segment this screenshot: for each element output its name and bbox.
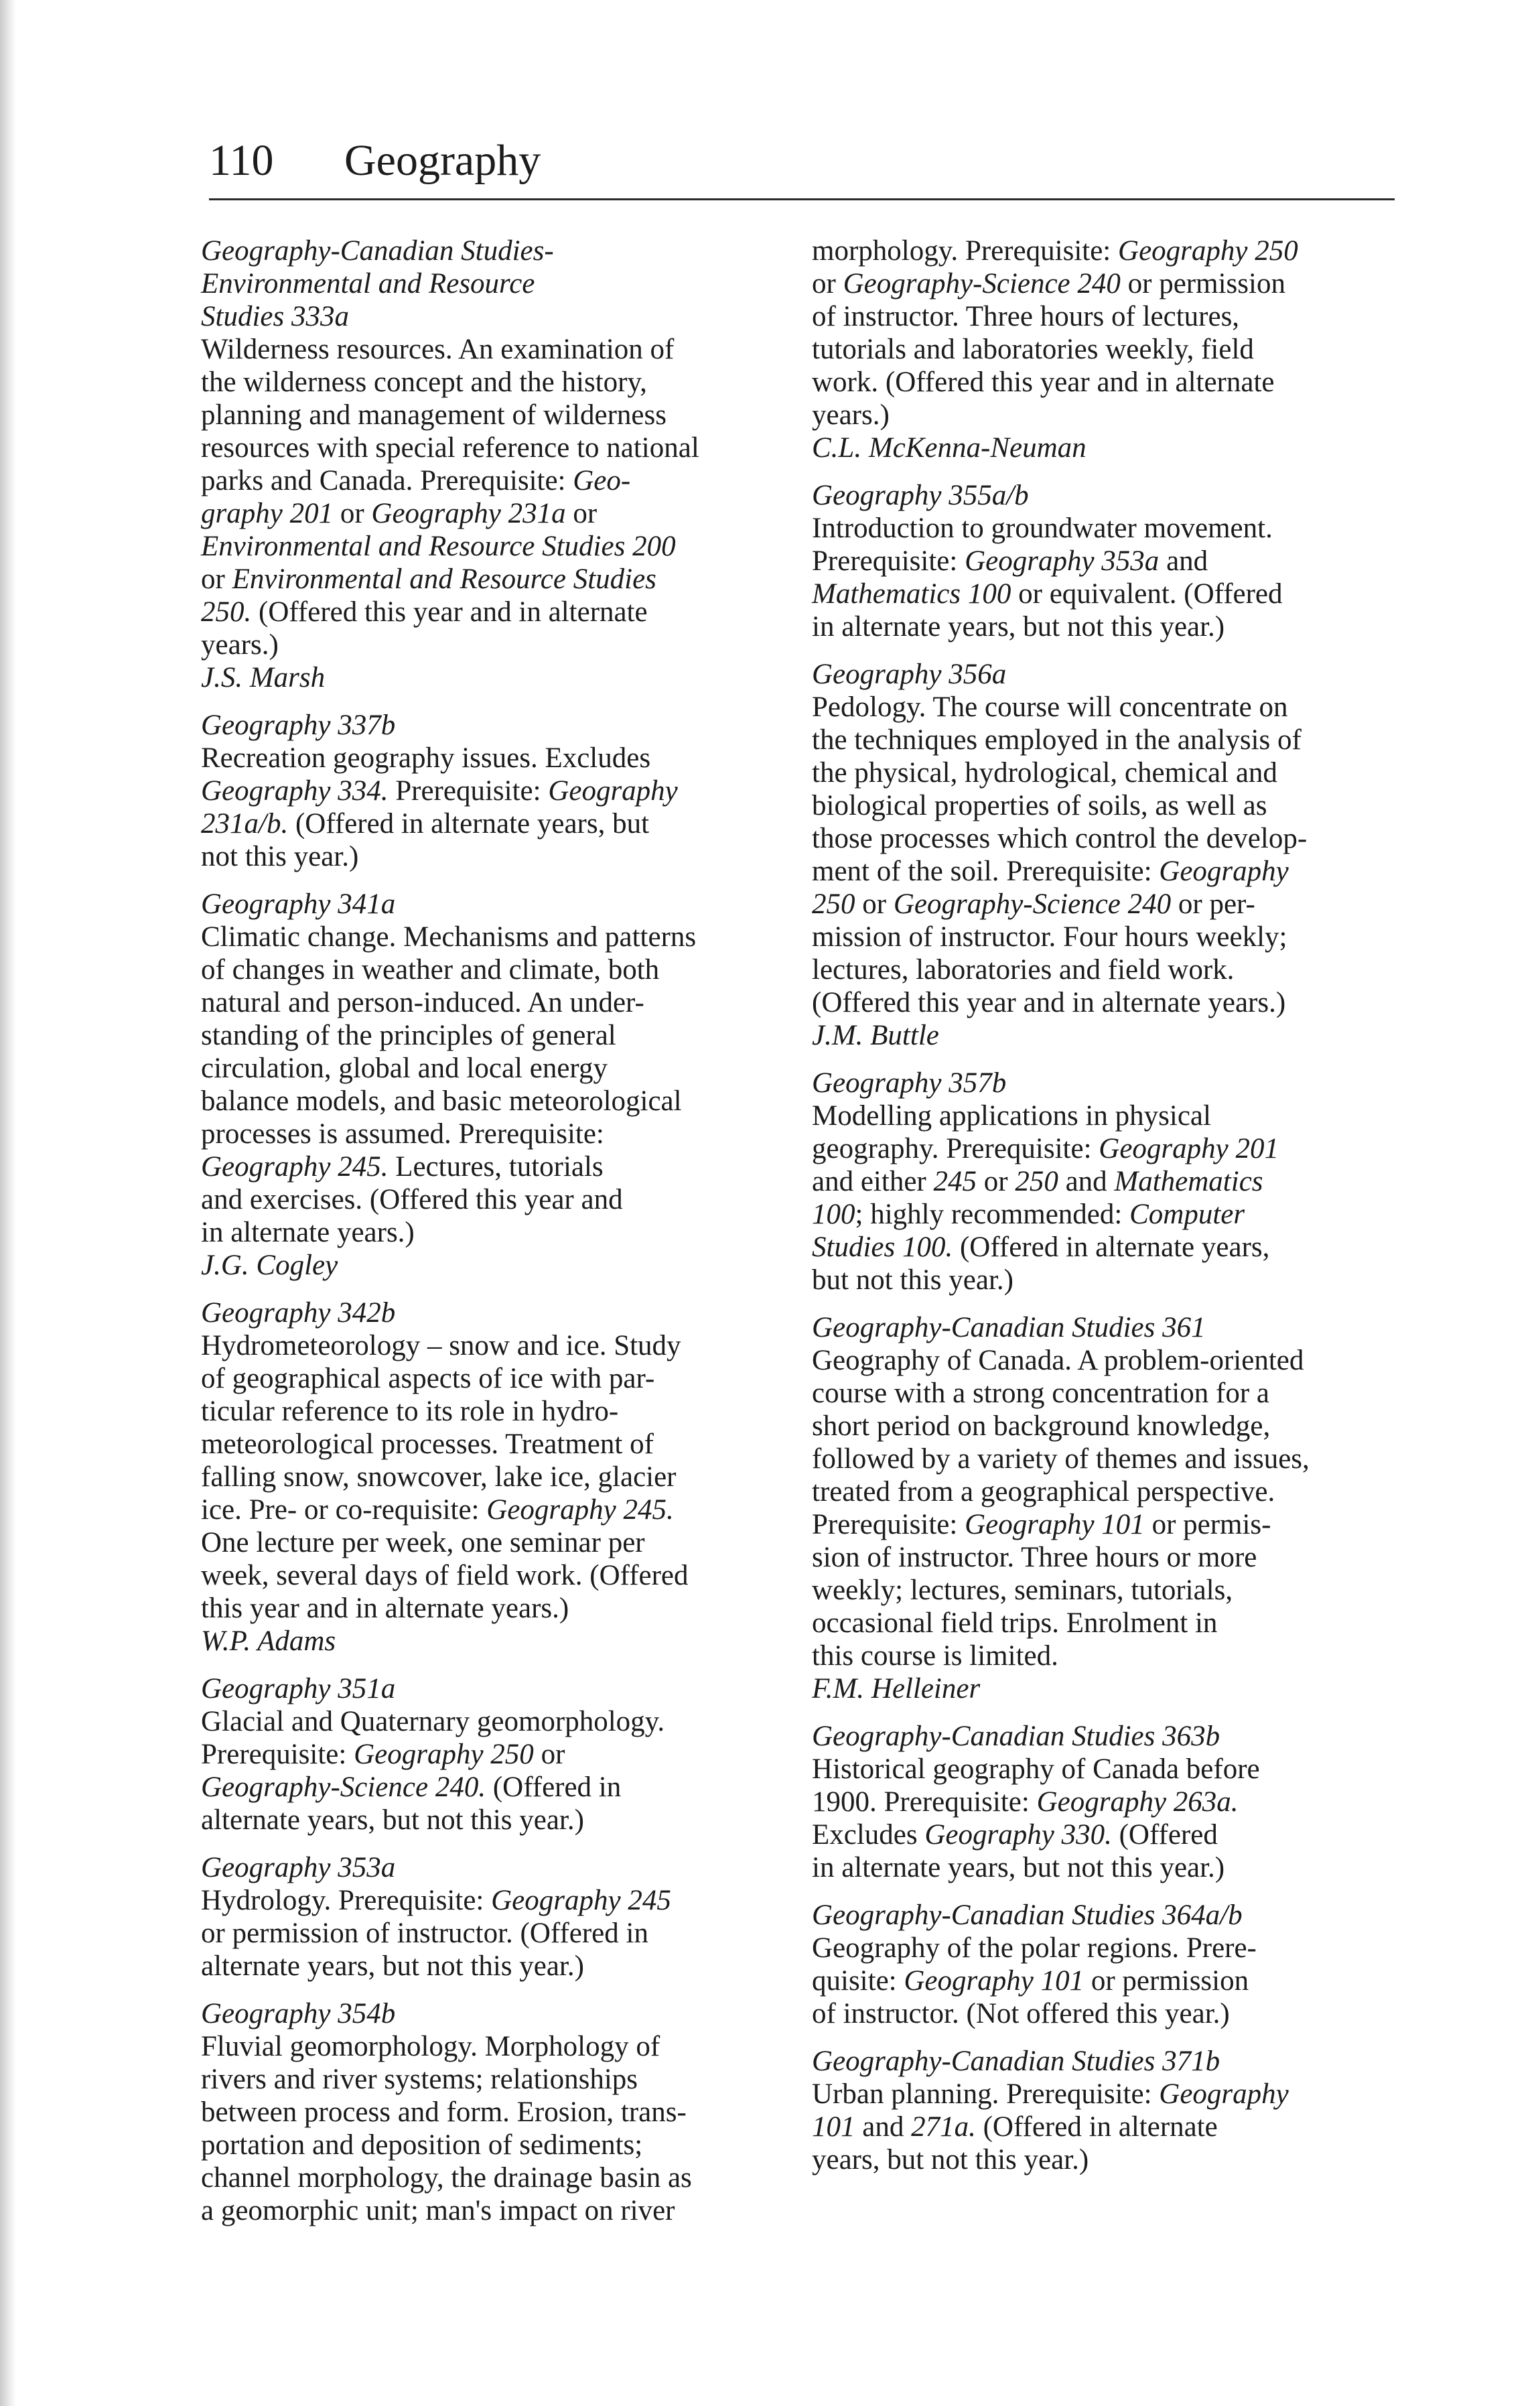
description-text: or xyxy=(812,268,843,299)
description-text: alternate years, but not this year.) xyxy=(201,1950,584,1982)
description-text: Historical geography of Canada before xyxy=(812,1753,1260,1785)
description-text: morphology. Prerequisite: xyxy=(812,235,1119,267)
description-text: or per- xyxy=(1171,888,1255,920)
description-text: quisite: xyxy=(812,1965,904,1997)
description-text: portation and deposition of sediments; xyxy=(201,2129,643,2161)
course-description-line xyxy=(201,1461,797,1493)
course-description-line xyxy=(201,1559,797,1592)
course-title: Geography-Canadian Studies- xyxy=(201,235,554,267)
description-text: this course is limited. xyxy=(812,1640,1058,1672)
course-description-line xyxy=(201,399,797,431)
description-text: but not this year.) xyxy=(812,1264,1013,1296)
description-text: Urban planning. Prerequisite: xyxy=(812,2078,1160,2110)
description-text: or xyxy=(976,1166,1016,1197)
course-description-line xyxy=(812,235,1401,267)
course-description-line xyxy=(812,578,1401,610)
course-entry xyxy=(201,1672,797,1836)
course-reference: Geography-Science 240 xyxy=(893,888,1172,920)
course-reference: 231a/b. xyxy=(201,808,289,840)
course-description-line xyxy=(201,563,797,596)
course-description-line xyxy=(812,267,1401,300)
description-text: of changes in weather and climate, both xyxy=(201,954,660,986)
description-text: ice. Pre- or co-requisite: xyxy=(201,1494,487,1526)
description-text: or permission xyxy=(1120,268,1285,299)
course-title: Geography 357b xyxy=(812,1067,1007,1099)
description-text: Excludes xyxy=(812,1819,925,1851)
course-reference: 250 xyxy=(1015,1166,1058,1197)
description-text: sion of instructor. Three hours or more xyxy=(812,1542,1257,1573)
course-description-line xyxy=(201,1526,797,1559)
course-description-line xyxy=(812,1475,1401,1508)
course-description-line xyxy=(201,2161,797,2194)
description-text: short period on background knowledge, xyxy=(812,1410,1271,1442)
instructor-name: C.L. McKenna-Neuman xyxy=(812,432,1087,464)
description-text: or xyxy=(565,498,598,529)
description-text: alternate years, but not this year.) xyxy=(201,1804,584,1836)
course-description-line xyxy=(812,1198,1401,1231)
description-text: Introduction to groundwater movement. xyxy=(812,513,1273,544)
course-description-line xyxy=(812,953,1401,986)
course-title: Geography 351a xyxy=(201,1673,396,1705)
course-description-line xyxy=(201,1428,797,1461)
description-text: the physical, hydrological, chemical and xyxy=(812,757,1277,789)
course-description-line xyxy=(201,2063,797,2096)
course-description-line xyxy=(201,1019,797,1052)
description-text: parks and Canada. Prerequisite: xyxy=(201,465,573,496)
description-text: Prerequisite: xyxy=(812,545,965,577)
right-column xyxy=(812,235,1401,2191)
course-description-line xyxy=(812,1932,1401,1964)
course-title: Geography 356a xyxy=(812,659,1007,690)
left-column xyxy=(201,235,797,2242)
instructor-name: F.M. Helleiner xyxy=(812,1673,981,1705)
description-text: course with a strong concentration for a xyxy=(812,1378,1269,1409)
course-description-line xyxy=(201,497,797,530)
course-entry xyxy=(812,479,1401,643)
course-reference: Geography 201 xyxy=(1099,1133,1279,1164)
course-description-line xyxy=(201,1738,797,1771)
course-reference: Geography 245. xyxy=(201,1151,389,1183)
course-description-line xyxy=(812,1753,1401,1786)
course-title: Geography-Canadian Studies 364a/b xyxy=(812,1899,1243,1931)
course-description-line xyxy=(812,1786,1401,1818)
course-title: Geography 354b xyxy=(201,1998,396,2029)
page-number: 110 xyxy=(209,136,274,185)
description-text: Wilderness resources. An examination of xyxy=(201,334,675,365)
description-text: circulation, global and local energy xyxy=(201,1053,608,1084)
description-text: falling snow, snowcover, lake ice, glacier xyxy=(201,1461,677,1493)
course-reference: 101 xyxy=(812,2111,855,2143)
course-reference: Geo- xyxy=(573,465,631,496)
course-description-line xyxy=(201,2030,797,2063)
description-text: Geography of Canada. A problem-oriented xyxy=(812,1345,1304,1376)
course-entry xyxy=(201,1296,797,1658)
course-description-line xyxy=(812,1997,1401,2030)
description-text: or permis- xyxy=(1144,1509,1271,1540)
description-text: Hydrology. Prerequisite: xyxy=(201,1885,492,1916)
course-reference: Computer xyxy=(1129,1199,1245,1230)
course-reference: Environmental and Resource Studies xyxy=(232,563,656,595)
description-text: followed by a variety of themes and issues, xyxy=(812,1443,1310,1475)
course-description-line xyxy=(201,1592,797,1625)
course-description-line xyxy=(201,1950,797,1983)
course-description-line xyxy=(201,807,797,840)
course-reference: 245 xyxy=(933,1166,977,1197)
course-description-line xyxy=(812,366,1401,399)
course-reference: Geography xyxy=(1159,856,1289,887)
course-description-line xyxy=(812,1410,1401,1443)
description-text: 1900. Prerequisite: xyxy=(812,1786,1037,1818)
course-entry xyxy=(201,1997,797,2227)
description-text: or permission of instructor. (Offered in xyxy=(201,1918,648,1949)
description-text: or xyxy=(533,1739,565,1770)
course-description-line xyxy=(201,1183,797,1216)
description-text: in alternate years, but not this year.) xyxy=(812,611,1225,643)
course-description-line xyxy=(812,1264,1401,1296)
course-description-line xyxy=(201,775,797,807)
course-description-line xyxy=(812,789,1401,822)
course-description-line xyxy=(201,628,797,661)
course-description-line xyxy=(201,1118,797,1150)
course-description-line xyxy=(201,921,797,953)
course-description-line xyxy=(201,1395,797,1428)
description-text: Prerequisite: xyxy=(812,1509,965,1540)
course-title: Geography-Canadian Studies 363b xyxy=(812,1721,1220,1752)
description-text: Prerequisite: xyxy=(388,775,549,807)
course-description-line xyxy=(812,921,1401,953)
description-text: Glacial and Quaternary geomorphology. xyxy=(201,1706,665,1737)
description-text: and xyxy=(855,2111,912,2143)
course-reference: 271a. xyxy=(911,2111,976,2143)
course-description-line xyxy=(201,464,797,497)
description-text: (Offered in alternate years, but xyxy=(288,808,650,840)
course-description-line xyxy=(201,1884,797,1917)
description-text: week, several days of field work. (Offered xyxy=(201,1560,689,1591)
course-reference: Geography 231a xyxy=(371,498,566,529)
course-description-line xyxy=(812,1344,1401,1377)
course-description-line xyxy=(201,1917,797,1950)
course-reference: Geography xyxy=(548,775,678,807)
instructor-name: J.M. Buttle xyxy=(812,1020,939,1051)
course-description-line xyxy=(201,840,797,873)
course-description-line xyxy=(812,1851,1401,1884)
course-description-line xyxy=(201,333,797,366)
description-text: Climatic change. Mechanisms and patterns xyxy=(201,921,697,953)
description-text: (Offered in alternate xyxy=(975,2111,1218,2143)
course-entry xyxy=(812,1899,1401,2030)
course-description-line xyxy=(201,1216,797,1249)
page-header xyxy=(209,134,1395,201)
course-entry xyxy=(812,2045,1401,2176)
course-description-line xyxy=(812,1508,1401,1541)
course-reference: Geography 101 xyxy=(965,1509,1145,1540)
course-reference: 250 xyxy=(812,888,855,920)
course-description-line xyxy=(812,1165,1401,1198)
description-text: geography. Prerequisite: xyxy=(812,1133,1099,1164)
description-text: and xyxy=(1058,1166,1115,1197)
description-text: ticular reference to its role in hydro- xyxy=(201,1396,619,1427)
running-title: Geography xyxy=(344,136,541,185)
course-description-line xyxy=(812,1231,1401,1264)
course-description-line xyxy=(812,333,1401,366)
course-title: Geography-Canadian Studies 371b xyxy=(812,2046,1220,2077)
description-text: in alternate years.) xyxy=(201,1217,415,1248)
instructor-name: J.S. Marsh xyxy=(201,662,326,693)
description-text: Hydrometeorology – snow and ice. Study xyxy=(201,1330,681,1361)
description-text: and exercises. (Offered this year and xyxy=(201,1184,623,1215)
course-reference: Geography 330. xyxy=(924,1819,1112,1851)
description-text: not this year.) xyxy=(201,841,359,872)
course-reference: Mathematics xyxy=(1114,1166,1263,1197)
course-entry xyxy=(201,235,797,694)
course-description-line xyxy=(201,953,797,986)
description-text: Prerequisite: xyxy=(201,1739,354,1770)
description-text: ; highly recommended: xyxy=(855,1199,1130,1230)
description-text: Geography of the polar regions. Prere- xyxy=(812,1932,1257,1964)
description-text: of instructor. Three hours of lectures, xyxy=(812,301,1240,332)
description-text: Pedology. The course will concentrate on xyxy=(812,691,1288,723)
description-text: this year and in alternate years.) xyxy=(201,1593,569,1624)
course-reference: 250. xyxy=(201,596,252,628)
scan-edge-shadow xyxy=(0,0,16,2406)
course-entry xyxy=(812,1720,1401,1884)
description-text: One lecture per week, one seminar per xyxy=(201,1527,645,1558)
description-text: or equivalent. (Offered xyxy=(1011,578,1283,610)
course-entry xyxy=(812,658,1401,1052)
course-description-line xyxy=(812,1607,1401,1640)
course-reference: Geography 250 xyxy=(354,1739,534,1770)
course-description-line xyxy=(201,1329,797,1362)
course-description-line xyxy=(812,1818,1401,1851)
course-description-line xyxy=(812,610,1401,643)
course-description-line xyxy=(201,1804,797,1836)
course-description-line xyxy=(812,1541,1401,1574)
description-text: or xyxy=(201,563,232,595)
course-reference: Geography 101 xyxy=(904,1965,1084,1997)
course-reference: Geography 334. xyxy=(201,775,389,807)
description-text: Lectures, tutorials xyxy=(388,1151,604,1183)
course-description-line xyxy=(812,1443,1401,1475)
description-text: natural and person-induced. An under- xyxy=(201,987,644,1018)
course-description-line xyxy=(812,691,1401,724)
description-text: rivers and river systems; relationships xyxy=(201,2064,638,2095)
description-text: Fluvial geomorphology. Morphology of xyxy=(201,2031,660,2062)
description-text: mission of instructor. Four hours weekly; xyxy=(812,921,1287,953)
description-text: biological properties of soils, as well as xyxy=(812,790,1267,821)
description-text: resources with special reference to national xyxy=(201,432,699,464)
course-description-line xyxy=(201,431,797,464)
course-reference: Geography-Science 240. xyxy=(201,1772,486,1803)
course-description-line xyxy=(812,512,1401,545)
course-description-line xyxy=(812,1574,1401,1607)
description-text: treated from a geographical perspective. xyxy=(812,1476,1275,1508)
instructor-name: W.P. Adams xyxy=(201,1625,336,1657)
description-text: (Offered this year and in alternate years.) xyxy=(812,987,1286,1018)
description-text: or xyxy=(855,888,894,920)
course-description-line xyxy=(201,2096,797,2129)
description-text: lectures, laboratories and field work. xyxy=(812,954,1235,986)
course-description-line xyxy=(812,986,1401,1019)
course-entry xyxy=(201,888,797,1282)
course-description-line xyxy=(812,756,1401,789)
description-text: and xyxy=(1159,545,1208,577)
description-text: years, but not this year.) xyxy=(812,2144,1089,2176)
course-title: Geography 337b xyxy=(201,710,396,741)
description-text: in alternate years, but not this year.) xyxy=(812,1852,1225,1883)
description-text: ment of the soil. Prerequisite: xyxy=(812,856,1160,887)
description-text: work. (Offered this year and in alternate xyxy=(812,366,1275,398)
description-text: processes is assumed. Prerequisite: xyxy=(201,1118,604,1150)
course-description-line xyxy=(812,2111,1401,2143)
course-title: Environmental and Resource xyxy=(201,268,535,299)
course-entry xyxy=(201,1851,797,1983)
course-description-line xyxy=(201,2194,797,2227)
description-text: a geomorphic unit; man's impact on river xyxy=(201,2195,675,2226)
description-text: balance models, and basic meteorological xyxy=(201,1085,682,1117)
course-title: Geography-Canadian Studies 361 xyxy=(812,1312,1206,1343)
course-entry xyxy=(812,1311,1401,1705)
course-description-line xyxy=(201,1493,797,1526)
description-text: Modelling applications in physical xyxy=(812,1100,1211,1132)
course-reference: Geography 245 xyxy=(491,1885,671,1916)
course-entry xyxy=(812,1067,1401,1296)
course-description-line xyxy=(812,1964,1401,1997)
course-description-line xyxy=(201,1771,797,1804)
course-description-line xyxy=(201,1085,797,1118)
description-text: (Offered xyxy=(1111,1819,1218,1851)
description-text: (Offered in alternate years, xyxy=(953,1231,1270,1263)
course-description-line xyxy=(201,2129,797,2161)
description-text: those processes which control the develop- xyxy=(812,823,1308,854)
description-text: Recreation geography issues. Excludes xyxy=(201,742,651,774)
course-reference: Mathematics 100 xyxy=(812,578,1011,610)
course-description-line xyxy=(812,1099,1401,1132)
course-description-line xyxy=(812,300,1401,333)
course-description-line xyxy=(812,822,1401,855)
course-reference: Geography xyxy=(1159,2078,1289,2110)
course-reference: Geography-Science 240 xyxy=(843,268,1121,299)
course-description-line xyxy=(812,1640,1401,1672)
course-description-line xyxy=(201,1052,797,1085)
description-text: between process and form. Erosion, trans- xyxy=(201,2096,687,2128)
course-description-line xyxy=(201,530,797,563)
course-description-line xyxy=(201,366,797,399)
course-description-line xyxy=(812,855,1401,888)
header-rule xyxy=(209,198,1395,200)
description-text: weekly; lectures, seminars, tutorials, xyxy=(812,1575,1233,1606)
course-reference: Geography 353a xyxy=(965,545,1160,577)
course-entry xyxy=(812,235,1401,464)
course-description-line xyxy=(201,1150,797,1183)
course-description-line xyxy=(812,888,1401,921)
course-reference: Environmental and Resource Studies 200 xyxy=(201,531,676,562)
course-title: Studies 333a xyxy=(201,301,349,332)
description-text: channel morphology, the drainage basin as xyxy=(201,2162,692,2194)
description-text: (Offered in xyxy=(486,1772,622,1803)
description-text: of instructor. (Not offered this year.) xyxy=(812,1998,1230,2029)
description-text: the techniques employed in the analysis of xyxy=(812,724,1302,756)
course-description-line xyxy=(201,986,797,1019)
course-description-line xyxy=(812,545,1401,578)
instructor-name: J.G. Cogley xyxy=(201,1250,338,1281)
course-description-line xyxy=(201,1362,797,1395)
course-reference: graphy 201 xyxy=(201,498,334,529)
course-description-line xyxy=(812,724,1401,756)
description-text: meteorological processes. Treatment of xyxy=(201,1428,654,1460)
description-text: years.) xyxy=(812,399,890,431)
course-reference: 100 xyxy=(812,1199,855,1230)
course-description-line xyxy=(201,742,797,775)
description-text: planning and management of wilderness xyxy=(201,399,667,431)
course-title: Geography 355a/b xyxy=(812,480,1029,511)
course-description-line xyxy=(201,596,797,628)
course-title: Geography 342b xyxy=(201,1297,396,1329)
course-entry xyxy=(201,709,797,873)
description-text: of geographical aspects of ice with par- xyxy=(201,1363,655,1394)
description-text: and either xyxy=(812,1166,934,1197)
course-description-line xyxy=(201,1705,797,1738)
description-text: or permission xyxy=(1084,1965,1249,1997)
course-description-line xyxy=(812,2078,1401,2111)
course-reference: Geography 245. xyxy=(486,1494,674,1526)
course-description-line xyxy=(812,2143,1401,2176)
description-text: tutorials and laboratories weekly, field xyxy=(812,334,1254,365)
description-text: occasional field trips. Enrolment in xyxy=(812,1607,1218,1639)
course-title: Geography 353a xyxy=(201,1852,396,1883)
course-description-line xyxy=(812,399,1401,431)
course-description-line xyxy=(812,1377,1401,1410)
course-reference: Geography 250 xyxy=(1118,235,1298,267)
course-description-line xyxy=(812,1132,1401,1165)
course-title: Geography 341a xyxy=(201,888,396,920)
description-text: the wilderness concept and the history, xyxy=(201,366,647,398)
course-reference: Geography 263a. xyxy=(1036,1786,1239,1818)
course-reference: Studies 100. xyxy=(812,1231,953,1263)
description-text: standing of the principles of general xyxy=(201,1020,616,1051)
description-text: or xyxy=(333,498,372,529)
description-text: (Offered this year and in alternate xyxy=(251,596,648,628)
description-text: years.) xyxy=(201,629,279,661)
